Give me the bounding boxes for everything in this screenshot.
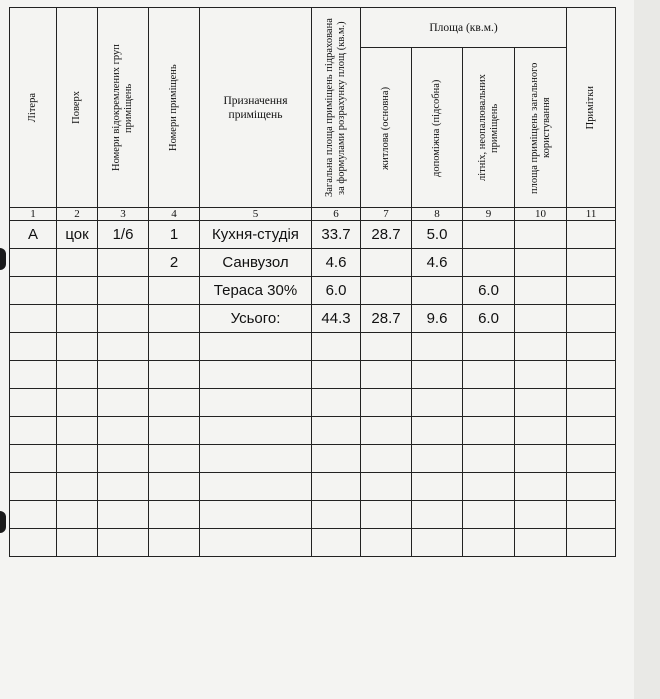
table-row [10, 277, 616, 305]
empty-cell [567, 417, 616, 445]
empty-cell [412, 529, 463, 557]
empty-cell [412, 417, 463, 445]
header-notes: Примітки [567, 8, 616, 208]
cell-total: 4.6 [312, 249, 361, 277]
cell-aux: 4.6 [412, 249, 463, 277]
col-number: 4 [149, 208, 200, 221]
empty-cell [57, 361, 98, 389]
empty-cell [312, 417, 361, 445]
binder-hole [0, 511, 6, 533]
binder-hole [0, 248, 6, 270]
cell-notes [567, 305, 616, 333]
cell-group [98, 277, 149, 305]
empty-cell [10, 417, 57, 445]
empty-cell [567, 529, 616, 557]
empty-cell [463, 333, 515, 361]
col-number: 6 [312, 208, 361, 221]
empty-cell [10, 445, 57, 473]
cell-group [98, 305, 149, 333]
cell-aux: 9.6 [412, 305, 463, 333]
empty-cell [312, 445, 361, 473]
empty-cell [463, 473, 515, 501]
cell-common [515, 249, 567, 277]
cell-floor [57, 277, 98, 305]
empty-cell [57, 501, 98, 529]
cell-floor [57, 305, 98, 333]
empty-cell [361, 333, 412, 361]
cell-summer [463, 221, 515, 249]
col-number: 5 [200, 208, 312, 221]
inventory-table [9, 7, 616, 557]
cell-common [515, 221, 567, 249]
cell-notes [567, 221, 616, 249]
empty-cell [361, 473, 412, 501]
empty-cell [200, 529, 312, 557]
cell-summer: 6.0 [463, 305, 515, 333]
empty-cell [57, 417, 98, 445]
empty-cell [57, 389, 98, 417]
table-row [10, 249, 616, 277]
empty-cell [200, 361, 312, 389]
empty-row [10, 333, 616, 361]
empty-cell [200, 445, 312, 473]
header-area-group: Площа (кв.м.) [361, 8, 567, 48]
cell-total: 44.3 [312, 305, 361, 333]
empty-cell [98, 445, 149, 473]
empty-cell [98, 333, 149, 361]
empty-cell [98, 417, 149, 445]
cell-litera [10, 305, 57, 333]
empty-cell [149, 417, 200, 445]
column-number-row [10, 208, 616, 221]
empty-cell [412, 473, 463, 501]
empty-cell [149, 361, 200, 389]
empty-cell [200, 389, 312, 417]
header-total-area: Загальна площа приміщень підрахована за формулами розрахунку площ (кв.м.) [312, 8, 361, 208]
empty-row [10, 529, 616, 557]
empty-cell [98, 473, 149, 501]
header-floor: Поверх [57, 8, 98, 208]
empty-cell [312, 361, 361, 389]
empty-cell [57, 333, 98, 361]
empty-cell [463, 417, 515, 445]
empty-cell [567, 473, 616, 501]
empty-cell [515, 389, 567, 417]
cell-common [515, 305, 567, 333]
cell-room [149, 277, 200, 305]
header-summer: літніх, неопалювальних приміщень [463, 48, 515, 208]
cell-group: 1/6 [98, 221, 149, 249]
empty-cell [361, 361, 412, 389]
empty-cell [463, 501, 515, 529]
header-litera: Літера [10, 8, 57, 208]
cell-purpose: Кухня-студія [200, 221, 312, 249]
empty-cell [98, 501, 149, 529]
col-number: 7 [361, 208, 412, 221]
empty-cell [463, 361, 515, 389]
col-number: 9 [463, 208, 515, 221]
empty-cell [149, 389, 200, 417]
cell-notes [567, 277, 616, 305]
empty-cell [149, 529, 200, 557]
cell-total: 6.0 [312, 277, 361, 305]
header-rooms: Номери приміщень [149, 8, 200, 208]
empty-cell [463, 529, 515, 557]
header-purpose: Призначення приміщень [200, 8, 312, 208]
empty-cell [10, 529, 57, 557]
empty-cell [10, 473, 57, 501]
cell-living: 28.7 [361, 221, 412, 249]
cell-litera: А [10, 221, 57, 249]
empty-cell [515, 501, 567, 529]
empty-cell [149, 445, 200, 473]
cell-summer: 6.0 [463, 277, 515, 305]
cell-living [361, 277, 412, 305]
header-aux: допоміжна (підсобна) [412, 48, 463, 208]
empty-cell [515, 361, 567, 389]
empty-cell [10, 333, 57, 361]
empty-row [10, 501, 616, 529]
cell-litera [10, 249, 57, 277]
table-row [10, 221, 616, 249]
empty-cell [567, 333, 616, 361]
empty-cell [57, 529, 98, 557]
empty-cell [515, 445, 567, 473]
empty-cell [412, 501, 463, 529]
empty-cell [149, 501, 200, 529]
header-groups: Номери відокремлених груп приміщень [98, 8, 149, 208]
cell-living [361, 249, 412, 277]
empty-cell [567, 389, 616, 417]
empty-cell [412, 445, 463, 473]
header-common: площа приміщень загального користування [515, 48, 567, 208]
cell-purpose: Тераса 30% [200, 277, 312, 305]
empty-cell [200, 501, 312, 529]
empty-cell [412, 389, 463, 417]
empty-cell [312, 333, 361, 361]
cell-aux [412, 277, 463, 305]
col-number: 1 [10, 208, 57, 221]
page-edge [634, 0, 660, 699]
empty-cell [200, 473, 312, 501]
empty-row [10, 417, 616, 445]
col-number: 8 [412, 208, 463, 221]
empty-cell [312, 389, 361, 417]
cell-floor [57, 249, 98, 277]
empty-cell [10, 361, 57, 389]
cell-notes [567, 249, 616, 277]
empty-cell [515, 473, 567, 501]
cell-common [515, 277, 567, 305]
cell-summer [463, 249, 515, 277]
empty-cell [57, 473, 98, 501]
cell-floor: цок [57, 221, 98, 249]
empty-cell [10, 501, 57, 529]
empty-cell [515, 333, 567, 361]
empty-row [10, 445, 616, 473]
cell-purpose: Усього: [200, 305, 312, 333]
cell-room: 1 [149, 221, 200, 249]
empty-cell [412, 333, 463, 361]
empty-cell [361, 389, 412, 417]
empty-cell [200, 417, 312, 445]
empty-cell [361, 501, 412, 529]
empty-cell [98, 361, 149, 389]
empty-cell [361, 417, 412, 445]
cell-total: 33.7 [312, 221, 361, 249]
empty-cell [463, 389, 515, 417]
cell-room: 2 [149, 249, 200, 277]
col-number: 2 [57, 208, 98, 221]
cell-litera [10, 277, 57, 305]
empty-cell [515, 529, 567, 557]
empty-cell [312, 501, 361, 529]
empty-cell [412, 361, 463, 389]
empty-cell [567, 361, 616, 389]
col-number: 10 [515, 208, 567, 221]
empty-cell [515, 417, 567, 445]
empty-row [10, 473, 616, 501]
empty-cell [312, 473, 361, 501]
cell-room [149, 305, 200, 333]
empty-cell [567, 501, 616, 529]
empty-cell [567, 445, 616, 473]
empty-row [10, 361, 616, 389]
cell-aux: 5.0 [412, 221, 463, 249]
empty-cell [361, 529, 412, 557]
cell-living: 28.7 [361, 305, 412, 333]
empty-row [10, 389, 616, 417]
col-number: 11 [567, 208, 616, 221]
empty-cell [312, 529, 361, 557]
empty-cell [149, 333, 200, 361]
header-row [10, 8, 616, 48]
empty-cell [463, 445, 515, 473]
cell-purpose: Санвузол [200, 249, 312, 277]
empty-cell [98, 389, 149, 417]
header-living: житлова (основна) [361, 48, 412, 208]
empty-cell [10, 389, 57, 417]
empty-cell [149, 473, 200, 501]
cell-group [98, 249, 149, 277]
empty-cell [57, 445, 98, 473]
empty-cell [361, 445, 412, 473]
empty-cell [98, 529, 149, 557]
col-number: 3 [98, 208, 149, 221]
empty-cell [200, 333, 312, 361]
table-row-total [10, 305, 616, 333]
